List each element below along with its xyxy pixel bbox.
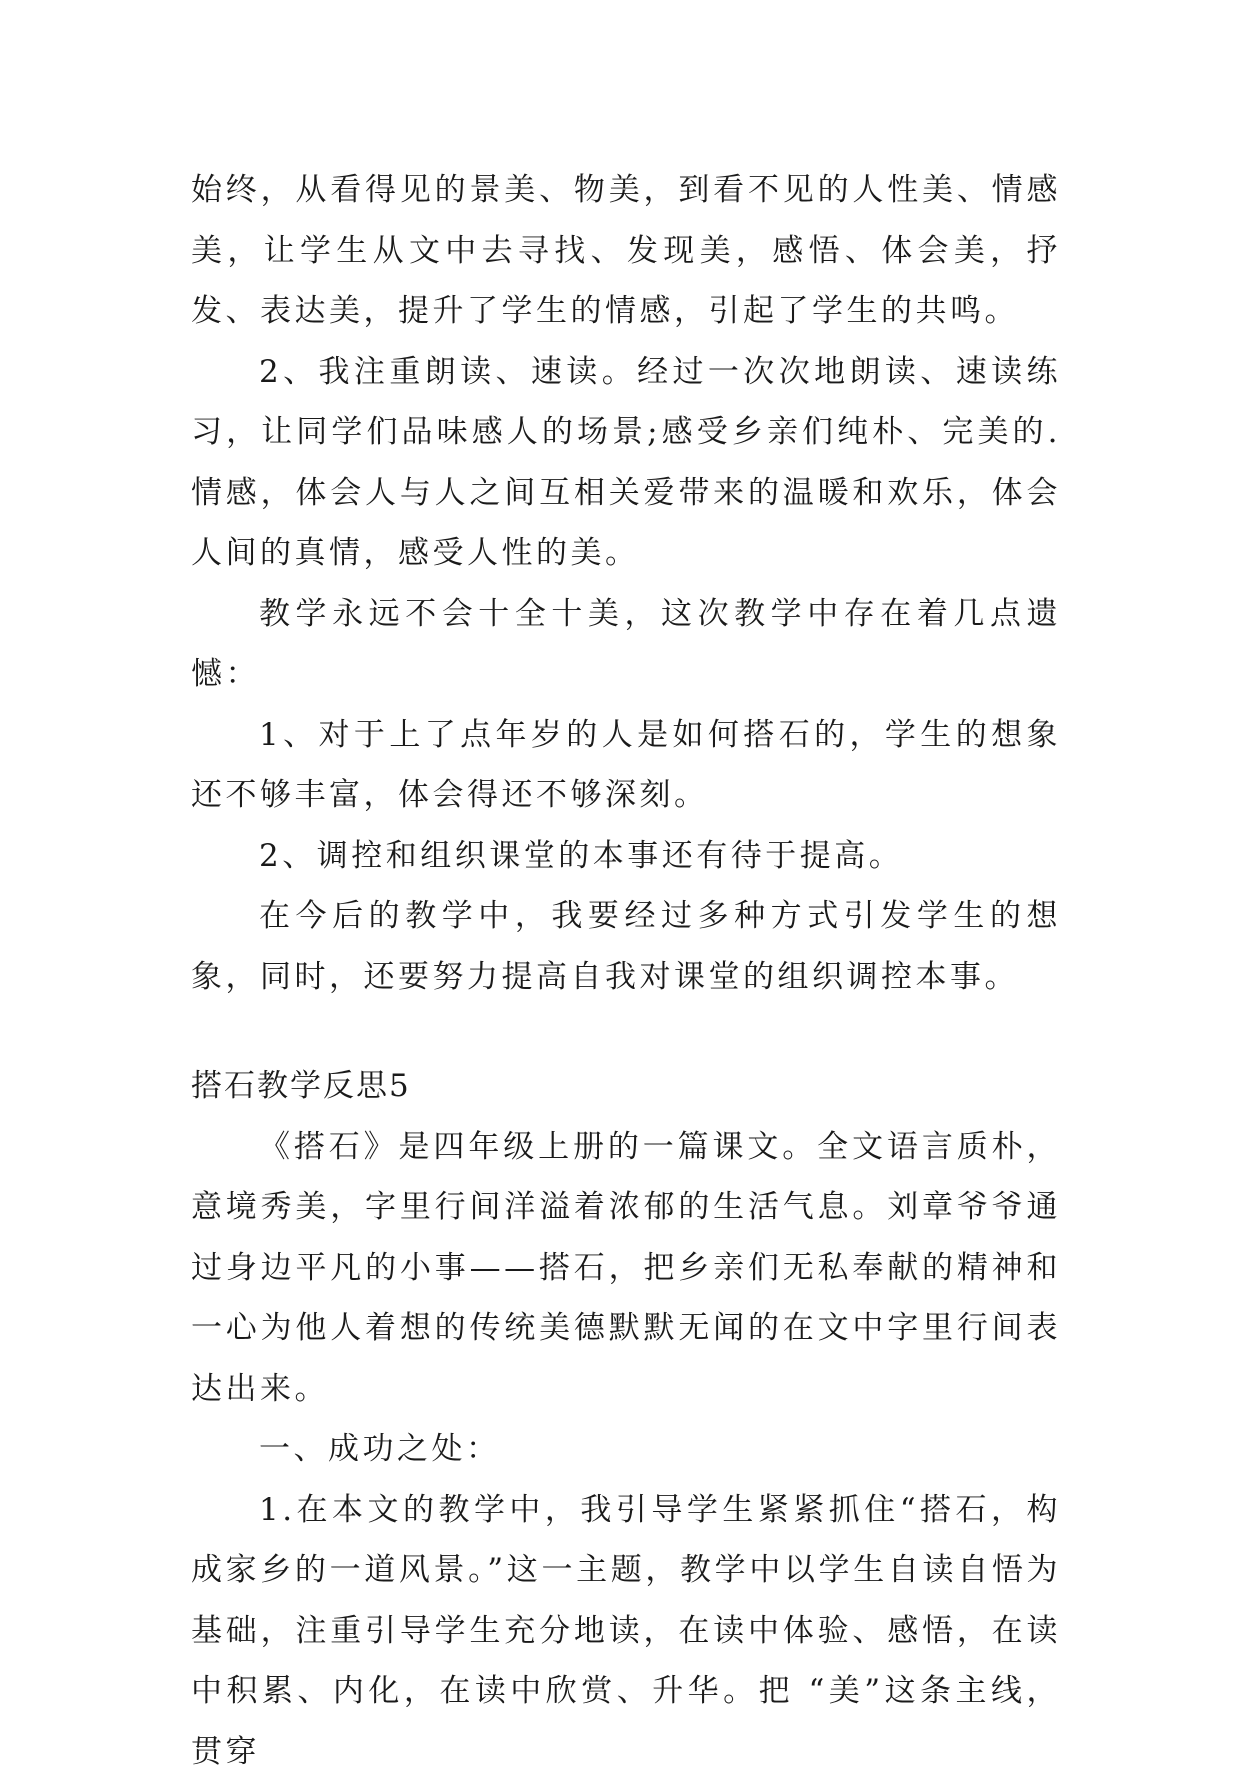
paragraph-continued: 始终，从看得见的景美、物美，到看不见的人性美、情感美，让学生从文中去寻找、发现美，感悟、体会美，抒发、表达美，提升了学生的情感，引起了学生的共鸣。 bbox=[191, 160, 1061, 342]
paragraph-intro: 《搭石》是四年级上册的一篇课文。全文语言质朴，意境秀美，字里行间洋溢着浓郁的生活气息。刘章爷爷通过身边平凡的小事——搭石，把乡亲们无私奉献的精神和一心为他人着想的传统美德默默无闻的在文中字里行间表达出来。 bbox=[191, 1117, 1061, 1420]
paragraph-success-1: 1.在本文的教学中，我引导学生紧紧抓住“搭石，构成家乡的一道风景。”这一主题，教学中以学生自读自悟为基础，注重引导学生充分地读，在读中体验、感悟，在读中积累、内化，在读中欣赏、升华。把 “美”这条主线，贯穿 bbox=[191, 1480, 1061, 1782]
document-body bbox=[191, 160, 1061, 1782]
paragraph-point-2: 2、我注重朗读、速读。经过一次次地朗读、速读练习，让同学们品味感人的场景;感受乡亲们纯朴、完美的.情感，体会人与人之间互相关爱带来的温暖和欢乐，体会人间的真情，感受人性的美。 bbox=[191, 342, 1061, 584]
section-heading: 搭石教学反思5 bbox=[191, 1056, 1061, 1117]
paragraph-regret-2: 2、调控和组织课堂的本事还有待于提高。 bbox=[191, 826, 1061, 887]
paragraph-conclusion: 在今后的教学中，我要经过多种方式引发学生的想象，同时，还要努力提高自我对课堂的组织调控本事。 bbox=[191, 886, 1061, 1007]
paragraph-regret-1: 1、对于上了点年岁的人是如何搭石的，学生的想象还不够丰富，体会得还不够深刻。 bbox=[191, 705, 1061, 826]
paragraph-regrets-intro: 教学永远不会十全十美，这次教学中存在着几点遗憾： bbox=[191, 584, 1061, 705]
paragraph-success-heading: 一、成功之处： bbox=[191, 1419, 1061, 1480]
